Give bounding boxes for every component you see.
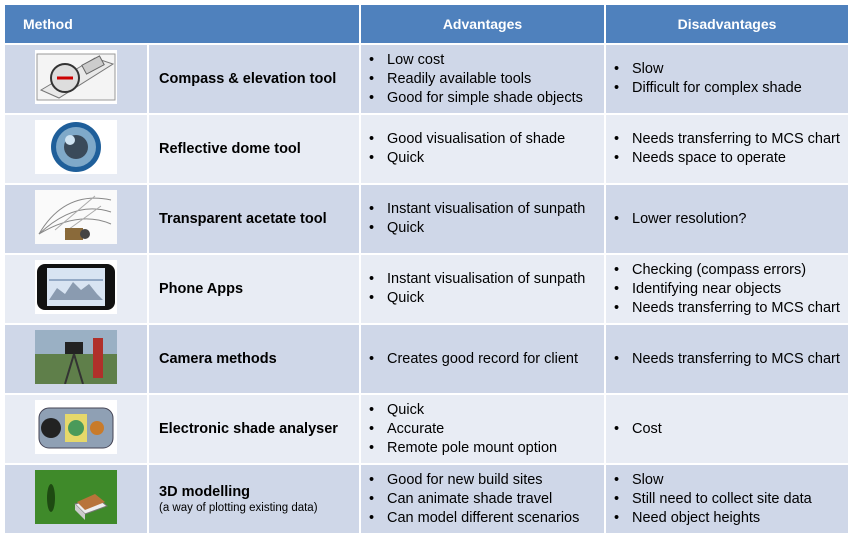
method-name-cell	[149, 185, 359, 253]
advantage-item: • Quick	[387, 401, 604, 420]
disadvantage-item: • Needs transferring to MCS chart	[632, 299, 848, 318]
disadvantages-list	[606, 350, 848, 369]
disadvantages-cell	[606, 325, 848, 393]
disadvantage-item: • Slow	[632, 60, 848, 79]
advantages-cell	[361, 115, 604, 183]
advantage-item: • Remote pole mount option	[387, 439, 604, 458]
advantages-cell	[361, 325, 604, 393]
advantages-list	[361, 130, 604, 168]
compass-icon	[35, 50, 117, 104]
advantage-item: • Accurate	[387, 420, 604, 439]
table-row	[5, 325, 848, 393]
advantage-item: • Good for simple shade objects	[387, 89, 604, 108]
method-image-cell	[5, 325, 147, 393]
method-note: (a way of plotting existing data)	[159, 502, 318, 514]
advantage-item: • Good for new build sites	[387, 471, 604, 490]
method-image-cell	[5, 185, 147, 253]
table-row	[5, 45, 848, 113]
disadvantages-list	[606, 60, 848, 98]
advantages-cell	[361, 45, 604, 113]
disadvantages-list	[606, 210, 848, 229]
method-name: Phone Apps	[159, 281, 244, 297]
disadvantages-cell	[606, 255, 848, 323]
3d-model-house-icon	[35, 470, 117, 524]
disadvantage-item: • Needs transferring to MCS chart	[632, 130, 848, 149]
disadvantage-item: • Checking (compass errors)	[632, 261, 848, 280]
disadvantage-item: • Slow	[632, 471, 848, 490]
method-name: Reflective dome tool	[159, 141, 301, 157]
disadvantages-cell	[606, 115, 848, 183]
disadvantages-list	[606, 420, 848, 439]
advantage-item: • Quick	[387, 289, 604, 308]
method-name-cell	[149, 325, 359, 393]
method-name-cell	[149, 395, 359, 463]
method-name: 3D modelling	[159, 484, 251, 500]
method-name: Electronic shade analyser	[159, 421, 338, 437]
acetate-sunpath-icon	[35, 190, 117, 244]
method-image-cell	[5, 465, 147, 533]
table-row	[5, 185, 848, 253]
advantages-list	[361, 51, 604, 108]
disadvantages-list	[606, 471, 848, 528]
disadvantages-cell	[606, 465, 848, 533]
method-image-cell	[5, 115, 147, 183]
method-name: Camera methods	[159, 351, 277, 367]
disadvantage-item: • Cost	[632, 420, 848, 439]
disadvantages-cell	[606, 395, 848, 463]
method-name: Transparent acetate tool	[159, 211, 327, 227]
advantage-item: • Good visualisation of shade	[387, 130, 604, 149]
advantage-item: • Can animate shade travel	[387, 490, 604, 509]
method-image-cell	[5, 255, 147, 323]
table-row	[5, 395, 848, 463]
method-image-cell	[5, 395, 147, 463]
advantages-cell	[361, 465, 604, 533]
advantage-item: • Quick	[387, 219, 604, 238]
disadvantage-item: • Identifying near objects	[632, 280, 848, 299]
method-name-cell	[149, 255, 359, 323]
advantage-item: • Creates good record for client	[387, 350, 604, 369]
advantages-list	[361, 200, 604, 238]
advantage-item: • Can model different scenarios	[387, 509, 604, 528]
advantages-list	[361, 401, 604, 458]
table-row	[5, 115, 848, 183]
header-row	[5, 5, 848, 43]
advantages-cell	[361, 395, 604, 463]
disadvantage-item: • Still need to collect site data	[632, 490, 848, 509]
camera-tripod-icon	[35, 330, 117, 384]
advantage-item: • Quick	[387, 149, 604, 168]
disadvantages-list	[606, 261, 848, 318]
disadvantages-cell	[606, 45, 848, 113]
header-method: Method	[5, 5, 359, 43]
advantages-list	[361, 270, 604, 308]
reflective-dome-icon	[35, 120, 117, 174]
method-name-cell	[149, 115, 359, 183]
disadvantage-item: • Need object heights	[632, 509, 848, 528]
advantage-item: • Readily available tools	[387, 70, 604, 89]
disadvantages-list	[606, 130, 848, 168]
comparison-table	[3, 3, 850, 535]
advantages-cell	[361, 185, 604, 253]
disadvantage-item: • Difficult for complex shade	[632, 79, 848, 98]
advantages-list	[361, 471, 604, 528]
method-name-cell	[149, 465, 359, 533]
method-name: Compass & elevation tool	[159, 71, 337, 87]
advantage-item: • Instant visualisation of sunpath	[387, 200, 604, 219]
method-name-cell	[149, 45, 359, 113]
method-image-cell	[5, 45, 147, 113]
disadvantage-item: • Needs space to operate	[632, 149, 848, 168]
header-advantages: Advantages	[361, 5, 604, 43]
header-disadvantages: Disadvantages	[606, 5, 848, 43]
phone-icon	[35, 260, 117, 314]
disadvantages-cell	[606, 185, 848, 253]
advantages-cell	[361, 255, 604, 323]
disadvantage-item: • Needs transferring to MCS chart	[632, 350, 848, 369]
disadvantage-item: • Lower resolution?	[632, 210, 848, 229]
table-row	[5, 465, 848, 533]
table-row	[5, 255, 848, 323]
shade-analyser-device-icon	[35, 400, 117, 454]
advantage-item: • Low cost	[387, 51, 604, 70]
advantage-item: • Instant visualisation of sunpath	[387, 270, 604, 289]
advantages-list	[361, 350, 604, 369]
